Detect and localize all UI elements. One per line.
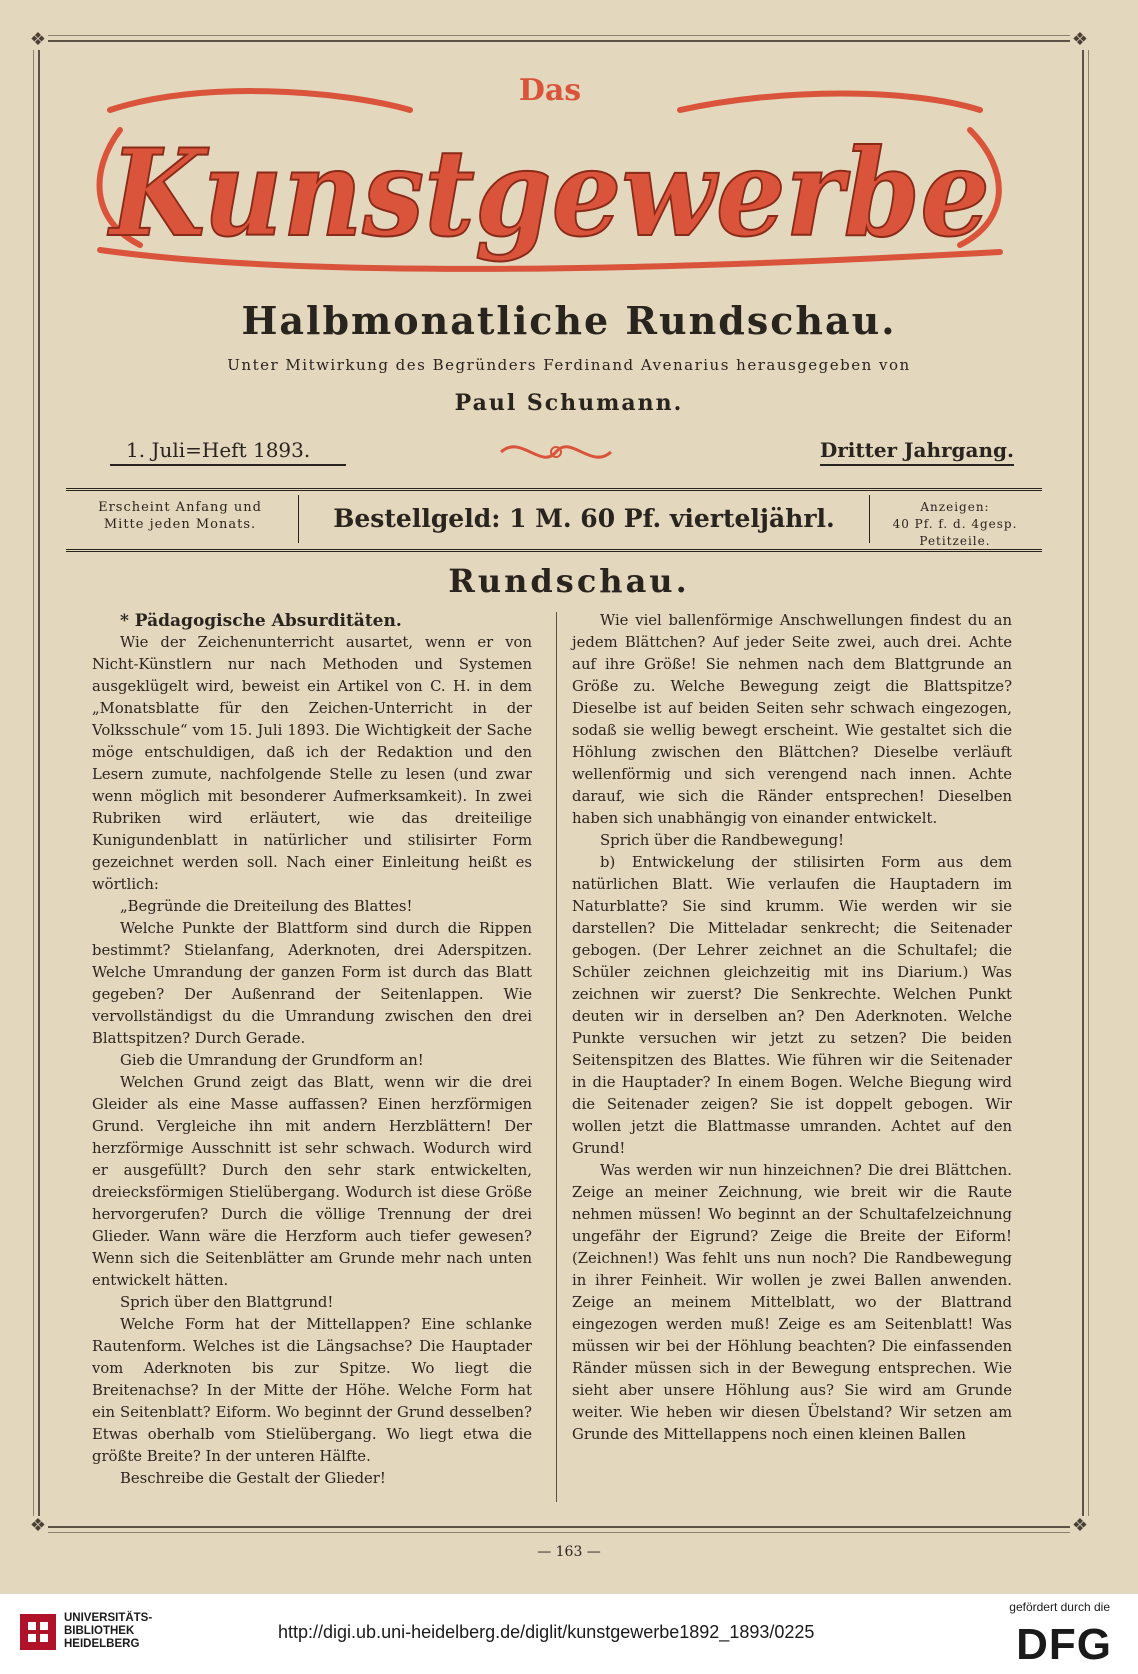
paragraph: Was werden wir nun hinzeichnen? Die drei Blättchen. Zeige an meiner Zeichnung, wie breit wir die Raute nehmen müssen! Wo beginnt an der Schultafelzeichnung ungefähr der Eigrund? Zeige die Breite der Eiform! (Zeichnen!) Was fehlt uns nun noch? Die Randbewegung in ihrer Feinheit. Wir wollen je zwei Ballen anwenden. Zeige an meinem Mittelblatt, wo der Blattrand eingezogen werden muß! Zeige es am Seitenblatt! Was müssen wir bei der Höhlung beachten? Die einfassenden Ränder müssen sich in der Bewegung entsprechen. Wie sieht aber unsere Höhlung aus? Sie wird am Grunde weiter. Wie heben wir diesen Übelstand? Wir setzen am Grunde des Mittellappens noch einen kleinen Ballen [572, 1162, 1012, 1443]
editor-name: Paul Schumann. [454, 390, 684, 416]
paragraph: b) Entwickelung der stilisirten Form aus dem natürlichen Blatt. Wie verlaufen die Hauptadern im Naturblatte? Sie sind krumm. Wie werden wir sie darstellen? Die Mitteladar senkrecht; die Seitenader gebogen. (Der Lehrer zeichnet an die Schultafel; die Schüler zeichnen gleichzeitig mit ins Diarium.) Was zeichnen wir zuerst? Die Senkrechte. Welchen Punkt deuten wir in derselben an? Den Aderknoten. Welche Punkte versuchen wir jetzt zu setzen? Die beiden Seitenspitzen des Blattes. Wie führen wir die Seitenader in die Hauptader? In einem Bogen. Welche Biegung wird die Seitenader zeigen? Sie ist doppelt gebogen. Wir wollen jetzt die Blattmasse umranden. Achtet auf den Grund! [572, 854, 1012, 1157]
paragraph: Gieb die Umrandung der Grundform an! [120, 1052, 424, 1069]
page-number: — 163 — [537, 1544, 601, 1560]
paragraph: Sprich über den Blattgrund! [120, 1294, 334, 1311]
article-heading: * Pädagogische Absurditäten. [120, 611, 402, 631]
paragraph: Beschreibe die Gestalt der Glieder! [120, 1470, 386, 1487]
paragraph: „Begründe die Dreiteilung des Blattes! [120, 898, 413, 915]
masthead-title: Kunstgewerbe [107, 123, 991, 264]
paragraph: Welche Form hat der Mittellappen? Eine schlanke Rautenform. Welches ist die Längsachse? Die Hauptader vom Aderknoten bis zur Spitze. Wo liegt die Breitenachse? In der Mitte der Höhe. Welche Form hat ein Seitenblatt? Eiform. Wo beginnt der Grund desselben? Etwas oberhalb vom Stielübergang. Wo liegt etwa die größte Breite? In der unteren Hälfte. [92, 1316, 532, 1465]
publication-schedule: Erscheint Anfang und Mitte jeden Monats. [98, 500, 262, 532]
issue-label: 1. Juli=Heft 1893. [110, 438, 346, 466]
advertisement-rate: Anzeigen: 40 Pf. f. d. 4gesp. Petitzeile. [892, 500, 1018, 548]
section-title: Rundschau. [448, 562, 690, 600]
dfg-logo: DFG [1016, 1620, 1112, 1669]
corner-ornament-icon: ❖ [1071, 1515, 1089, 1536]
paragraph: Sprich über die Randbewegung! [600, 832, 845, 849]
paragraph: Wie viel ballenförmige Anschwellungen findest du an jedem Blättchen? Auf jeder Seite zwei, auch drei. Achte auf ihre Größe! Sie nehmen nach dem Blattgrunde an Größe zu. Welche Bewegung zeigt die Blattspitze? Dieselbe ist auf beiden Seiten sehr schwach eingezogen, sodaß sie wellig bewegt erscheint. Wie gestaltet sich die Höhlung zwischen den Blättchen? Dieselbe verläuft wellenförmig und sich verengend nach innen. Achte darauf, wie sich die Ränder entsprechen! Dieselben haben sich unabhängig von einander entwickelt. [572, 612, 1012, 827]
subscription-price: Bestellgeld: 1 M. 60 Pf. vierteljährl. [298, 495, 870, 543]
digitization-footer [0, 1594, 1138, 1674]
volume-year: Dritter Jahrgang. [820, 438, 1014, 466]
paragraph: Welchen Grund zeigt das Blatt, wenn wir die drei Gleider als eine Masse auffassen? Einen herzförmigen Grund. Vergleiche ihn mit andern Herzblättern! Der herzförmige Ausschnitt ist sehr schwach. Wodurch wird er ausgefüllt? Durch den sehr stark entwickelten, dreiecksförmigen Stielübergang. Wodurch ist diese Größe hervorgerufen? Durch die völlige Trennung der drei Glieder. Wann wäre die Herzform auch tiefer gewesen? Wenn sich die Seitenblätter am Grunde mehr nach unten entwickelt hätten. [92, 1074, 532, 1289]
column-divider [556, 612, 557, 1502]
masthead-logo [80, 70, 1020, 280]
permalink-url[interactable]: http://digi.ub.uni-heidelberg.de/diglit/kunstgewerbe1892_1893/0225 [278, 1622, 815, 1642]
paragraph: Wie der Zeichenunterricht ausartet, wenn er von Nicht-Künstlern nur nach Methoden und Systemen ausgeklügelt wird, beweist ein Artikel von C. H. in dem „Monatsblatte für den Zeichen-Unterricht in der Volksschule“ vom 15. Juli 1893. Die Wichtigkeit der Sache möge entschuldigen, daß ich der Redaktion und den Lesern zumute, nachfolgende Stelle zu lesen (und zwar wenn möglich mit besonderer Aufmerksamkeit). In zwei Rubriken wird erläutert, wie das dreiteilige Kunigundenblatt in natürlicher und stilisirter Form gezeichnet werden soll. Nach einer Einleitung heißt es wörtlich: [92, 634, 532, 893]
corner-ornament-icon: ❖ [1071, 29, 1089, 50]
funding-label: gefördert durch die [1009, 1600, 1110, 1614]
subscription-info-bar [66, 488, 1042, 552]
library-name: UNIVERSITÄTS- BIBLIOTHEK HEIDELBERG [64, 1612, 153, 1650]
article-column-left [92, 610, 532, 1490]
journal-subtitle: Halbmonatliche Rundschau. [241, 298, 897, 343]
article-column-right [572, 610, 1012, 1446]
masthead-small-title: Das [518, 73, 582, 108]
university-library-logo-icon [18, 1612, 58, 1652]
cooperation-line: Unter Mitwirkung des Begründers Ferdinand Avenarius herausgegeben von [227, 356, 911, 374]
corner-ornament-icon: ❖ [29, 1515, 47, 1536]
flourish-ornament-icon [496, 432, 616, 472]
corner-ornament-icon: ❖ [29, 29, 47, 50]
paragraph: Welche Punkte der Blattform sind durch die Rippen bestimmt? Stielanfang, Aderknoten, drei Aderspitzen. Welche Umrandung der ganzen Form ist durch das Blatt gegeben? Der Außenrand der Seitenlappen. Wie vervollständigst du die Umrandung zwischen den drei Blattspitzen? Durch Gerade. [92, 920, 532, 1047]
